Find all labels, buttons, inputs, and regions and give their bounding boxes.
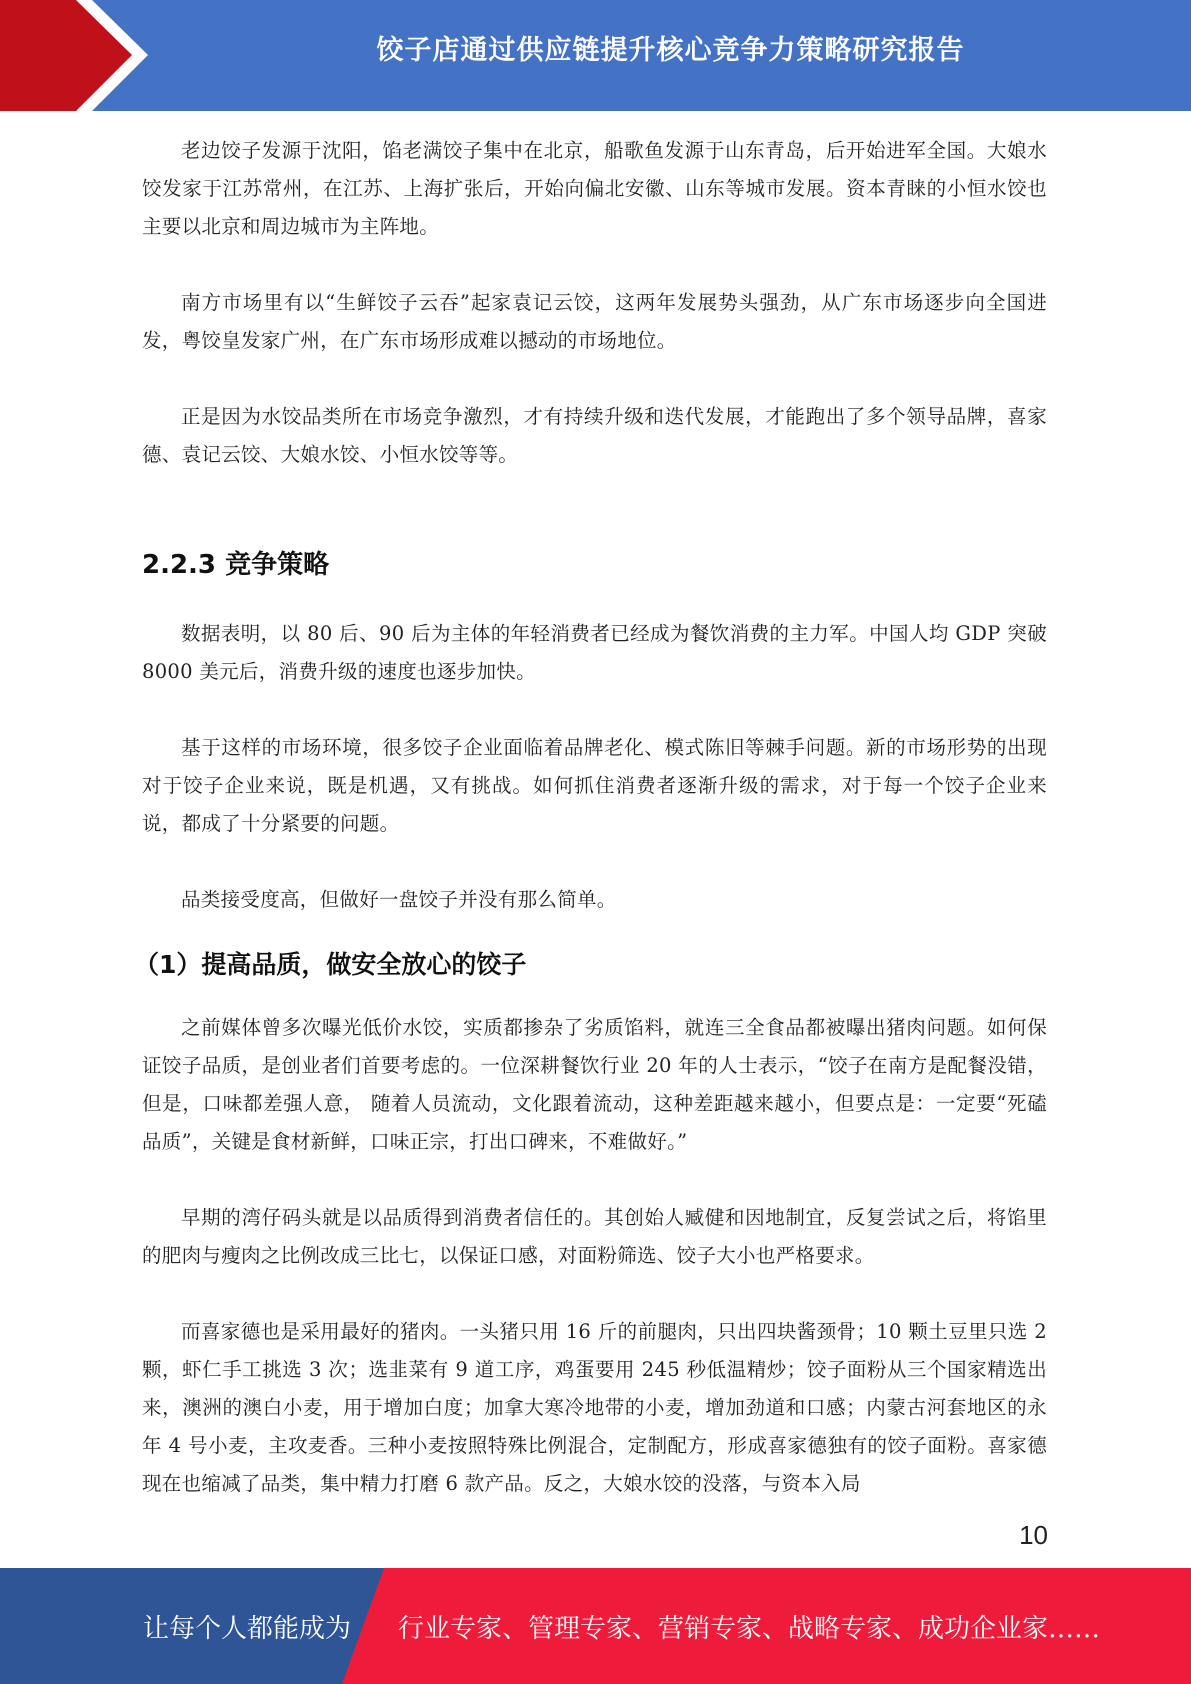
paragraph: 品类接受度高，但做好一盘饺子并没有那么简单。 [181, 888, 617, 911]
page-header [0, 0, 1191, 111]
paragraph: 南方市场里有以“生鲜饺子云吞”起家袁记云饺，这两年发展势头强劲，从广东市场逐步向全国进发，粤饺皇发家广州，在广东市场形成难以撼动的市场地位。 [142, 291, 1047, 352]
page-footer [0, 1568, 1191, 1684]
paragraph: 数据表明，以 80 后、90 后为主体的年轻消费者已经成为餐饮消费的主力军。中国人均 GDP 突破 8000 美元后，消费升级的速度也逐步加快。 [142, 622, 1047, 683]
paragraph: 老边饺子发源于沈阳，馅老满饺子集中在北京，船歌鱼发源于山东青岛，后开始进军全国。大娘水饺发家于江苏常州，在江苏、上海扩张后，开始向偏北安徽、山东等城市发展。资本青睐的小恒水饺也主要以北京和周边城市为主阵地。 [142, 139, 1047, 238]
footer-slogan-right: 行业专家、管理专家、营销专家、战略专家、成功企业家…… [398, 1614, 1101, 1644]
document-body [134, 132, 1047, 1503]
paragraph: 早期的湾仔码头就是以品质得到消费者信任的。其创始人臧健和因地制宜，反复尝试之后，将馅里的肥肉与瘦肉之比例改成三比七，以保证口感，对面粉筛选、饺子大小也严格要求。 [142, 1206, 1047, 1267]
footer-slogan-left: 让每个人都能成为 [143, 1614, 352, 1644]
section-heading: 2.2.3 竞争策略 [142, 550, 330, 580]
paragraph: 之前媒体曾多次曝光低价水饺，实质都掺杂了劣质馅料，就连三全食品都被曝出猪肉问题。如何保证饺子品质，是创业者们首要考虑的。一位深耕餐饮行业 20 年的人士表示，“饺子在南方是配餐没错，但是，口味都差强人意， 随着人员流动，文化跟着流动，这种差距越来越小，但要点是：一定要“死磕品质”，关键是食材新鲜，口味正宗，打出口碑来，不难做好。” [142, 1016, 1047, 1153]
page-number: 10 [1019, 1520, 1048, 1550]
paragraph: 而喜家德也是采用最好的猪肉。一头猪只用 16 斤的前腿肉，只出四块酱颈骨；10 颗土豆里只选 2 颗，虾仁手工挑选 3 次；选韭菜有 9 道工序，鸡蛋要用 245 秒低温精炒；饺子面粉从三个国家精选出来，澳洲的澳白小麦，用于增加白度；加拿大寒冷地带的小麦，增加劲道和口感；内蒙古河套地区的永年 4 号小麦，主攻麦香。三种小麦按照特殊比例混合，定制配方，形成喜家德独有的饺子面粉。喜家德现在也缩减了品类，集中精力打磨 6 款产品。反之，大娘水饺的没落，与资本入局 [142, 1320, 1047, 1495]
paragraph: 正是因为水饺品类所在市场竞争激烈，才有持续升级和迭代发展，才能跑出了多个领导品牌，喜家德、袁记云饺、大娘水饺、小恒水饺等等。 [142, 405, 1047, 466]
subsection-heading: （1）提高品质，做安全放心的饺子 [134, 950, 527, 979]
paragraph: 基于这样的市场环境，很多饺子企业面临着品牌老化、模式陈旧等棘手问题。新的市场形势的出现对于饺子企业来说，既是机遇，又有挑战。如何抓住消费者逐渐升级的需求，对于每一个饺子企业来说，都成了十分紧要的问题。 [142, 736, 1047, 835]
report-title: 饺子店通过供应链提升核心竞争力策略研究报告 [376, 35, 965, 66]
